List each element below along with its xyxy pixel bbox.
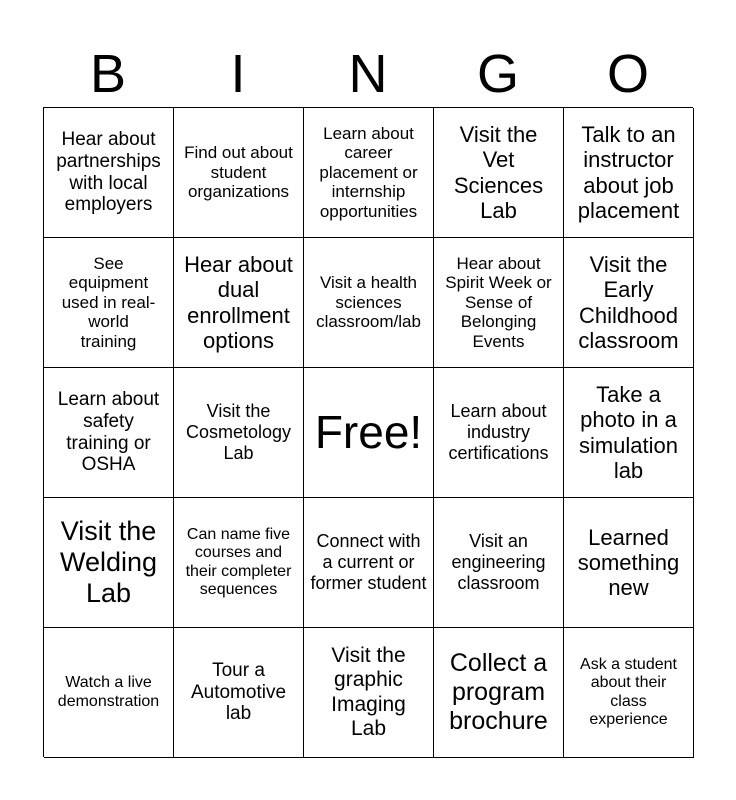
free-space[interactable] xyxy=(304,368,434,498)
cell-text: Can name five courses and their completer sequences xyxy=(185,525,292,598)
bingo-cell[interactable] xyxy=(174,628,304,758)
bingo-cell[interactable] xyxy=(44,368,174,498)
bingo-cell[interactable] xyxy=(564,108,694,238)
bingo-cell[interactable] xyxy=(174,368,304,498)
cell-text: Connect with a current or former student xyxy=(310,531,427,593)
bingo-cell[interactable] xyxy=(564,498,694,628)
bingo-cell[interactable] xyxy=(434,498,564,628)
header-letter-n: N xyxy=(348,44,388,104)
header-letter-g: G xyxy=(476,44,519,104)
cell-text: Visit the Welding Lab xyxy=(59,515,158,609)
bingo-cell[interactable] xyxy=(434,108,564,238)
bingo-cell[interactable] xyxy=(174,498,304,628)
bingo-cell[interactable] xyxy=(564,628,694,758)
bingo-cell[interactable] xyxy=(434,628,564,758)
bingo-cell[interactable] xyxy=(44,628,174,758)
bingo-cell[interactable] xyxy=(434,368,564,498)
bingo-cell[interactable] xyxy=(564,238,694,368)
bingo-cell[interactable] xyxy=(304,238,434,368)
cell-text: Learn about industry certifications xyxy=(448,401,549,463)
cell-text: Collect a program brochure xyxy=(449,649,548,735)
bingo-cell[interactable] xyxy=(44,108,174,238)
header-letter-i: I xyxy=(230,44,246,104)
cell-text: See equipment used in real-world training xyxy=(61,253,156,351)
bingo-cell[interactable] xyxy=(174,108,304,238)
bingo-cell[interactable] xyxy=(174,238,304,368)
bingo-header xyxy=(43,40,693,108)
cell-text: Hear about partnerships with local employers xyxy=(56,128,161,216)
cell-text: Visit the graphic Imaging Lab xyxy=(331,644,406,740)
cell-text: Visit the Early Childhood classroom xyxy=(578,251,679,353)
free-space-text: Free! xyxy=(314,406,423,459)
cell-text: Hear about Spirit Week or Sense of Belonging Events xyxy=(445,253,552,351)
bingo-cell[interactable] xyxy=(434,238,564,368)
header-letter-o: O xyxy=(606,44,649,104)
header-letter-b: B xyxy=(89,44,127,104)
cell-text: Visit the Cosmetology Lab xyxy=(185,401,292,463)
bingo-cell[interactable] xyxy=(564,368,694,498)
bingo-cell[interactable] xyxy=(304,108,434,238)
bingo-board xyxy=(43,107,693,757)
cell-text: Learn about career placement or internship opportunities xyxy=(319,123,418,221)
cell-text: Watch a live demonstration xyxy=(57,674,160,710)
bingo-cell[interactable] xyxy=(44,238,174,368)
cell-text: Visit a health sciences classroom/lab xyxy=(316,273,421,332)
bingo-cell[interactable] xyxy=(304,498,434,628)
cell-text: Hear about dual enrollment options xyxy=(184,251,293,353)
cell-text: Take a photo in a simulation lab xyxy=(578,381,679,483)
cell-text: Ask a student about their class experience xyxy=(580,655,677,728)
cell-text: Talk to an instructor about job placement xyxy=(577,121,680,223)
bingo-cell[interactable] xyxy=(44,498,174,628)
cell-text: Learned something new xyxy=(577,524,680,601)
cell-text: Find out about student organizations xyxy=(184,143,293,202)
cell-text: Learn about safety training or OSHA xyxy=(57,388,160,476)
cell-text: Visit the Vet Sciences Lab xyxy=(453,121,544,223)
cell-text: Visit an engineering classroom xyxy=(451,531,546,593)
bingo-cell[interactable] xyxy=(304,628,434,758)
cell-text: Tour a Automotive lab xyxy=(190,659,287,725)
